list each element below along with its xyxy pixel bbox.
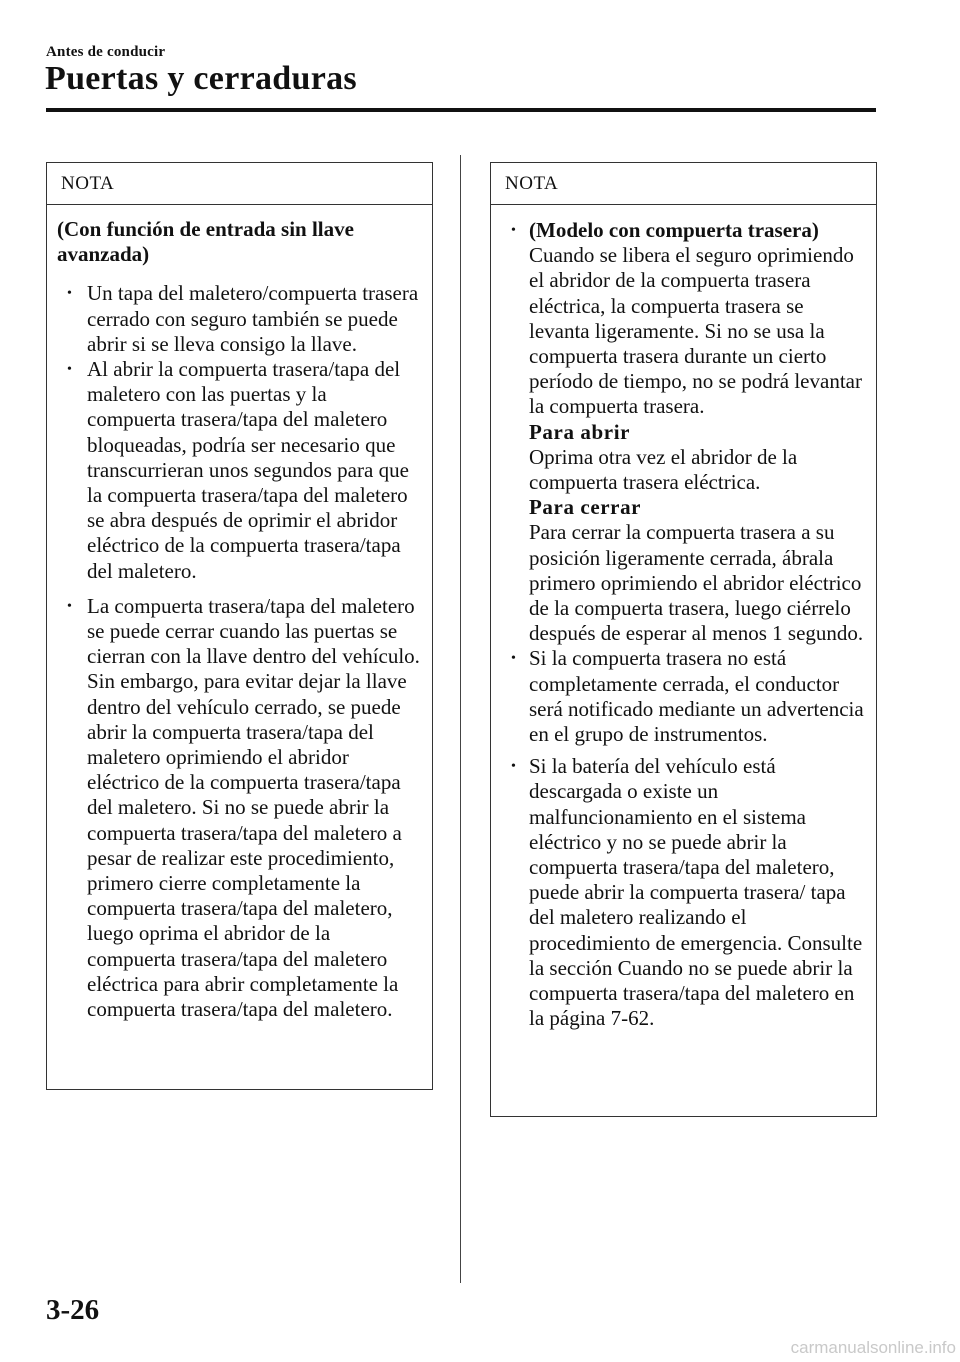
- note-bullet-item: • Un tapa del maletero/compuerta trasera cerrado con seguro también se puede abrir si se lleva consigo la llave.: [57, 281, 420, 357]
- note-bullet-list: [501, 218, 866, 1032]
- note-label: NOTA: [47, 163, 432, 205]
- note-bullet-list: [57, 281, 420, 1022]
- note-text: Cuando se libera el seguro oprimiendo el abridor de la compuerta trasera eléctrica, la compuerta trasera se levanta ligeramente. Si no se usa la compuerta trasera durante un cierto período de tiempo, no se podrá levantar la compuerta trasera.: [529, 243, 862, 419]
- note-bullet-item: • Si la compuerta trasera no está completamente cerrada, el conductor será notificado mediante un advertencia en el grupo de instrumentos.: [501, 646, 866, 747]
- note-body: [491, 205, 876, 1032]
- note-bullet-item: • La compuerta trasera/tapa del maletero se puede cerrar cuando las puertas se cierran con la llave dentro del vehículo. Sin embargo, para evitar dejar la llave dentro del vehículo cerrado, se puede abrir la compuerta trasera/tapa del maletero oprimiendo el abridor eléctrico de la compuerta trasera/tapa del maletero. Si no se puede abrir la compuerta trasera/tapa del maletero a pesar de realizar este procedimiento, primero cierre completamente la compuerta trasera/tapa del maletero, luego oprima el abridor de la compuerta trasera/tapa del maletero eléctrica para abrir completamente la compuerta trasera/tapa del maletero.: [57, 594, 420, 1022]
- page-number: 3-26: [46, 1294, 100, 1326]
- column-divider: [460, 155, 461, 1283]
- note-box-right: [490, 162, 877, 1117]
- title-rule: [46, 108, 876, 112]
- note-body: [47, 205, 432, 1022]
- note-subheading: (Con función de entrada sin llave avanzada): [57, 217, 354, 267]
- watermark: carmanualsonline.info: [790, 1338, 956, 1357]
- close-heading: Para cerrar: [529, 495, 642, 520]
- open-heading: Para abrir: [529, 419, 631, 444]
- note-bullet-item: [501, 218, 866, 646]
- note-bullet-item: • Si la batería del vehículo está descargada o existe un malfuncionamiento en el sistema eléctrico y no se puede abrir la compuerta trasera/tapa del maletero, puede abrir la compuerta trasera/ tapa del maletero realizando el procedimiento de emergencia. Consulte la sección Cuando no se puede abrir la compuerta trasera/tapa del maletero en la página 7-62.: [501, 754, 866, 1031]
- note-text: Para cerrar la compuerta trasera a su posición ligeramente cerrada, ábrala primero oprimiendo el abridor eléctrico de la compuerta trasera, luego ciérrelo después de esperar al menos 1 segundo.: [529, 520, 864, 646]
- page-title: Puertas y cerraduras: [45, 60, 357, 97]
- note-text: Oprima otra vez el abridor de la compuerta trasera eléctrica.: [529, 444, 798, 495]
- note-box-left: [46, 162, 433, 1090]
- note-bullet-item: • Al abrir la compuerta trasera/tapa del maletero con las puertas y la compuerta trasera/tapa del maletero bloqueadas, podría ser necesario que transcurrieran unos segundos para que la compuerta trasera/tapa del maletero se abra después de oprimir el abridor eléctrico de la compuerta trasera/tapa del maletero.: [57, 357, 420, 584]
- section-kicker: Antes de conducir: [46, 44, 166, 60]
- model-heading: • (Modelo con compuerta trasera): [529, 218, 819, 242]
- note-label: NOTA: [491, 163, 876, 205]
